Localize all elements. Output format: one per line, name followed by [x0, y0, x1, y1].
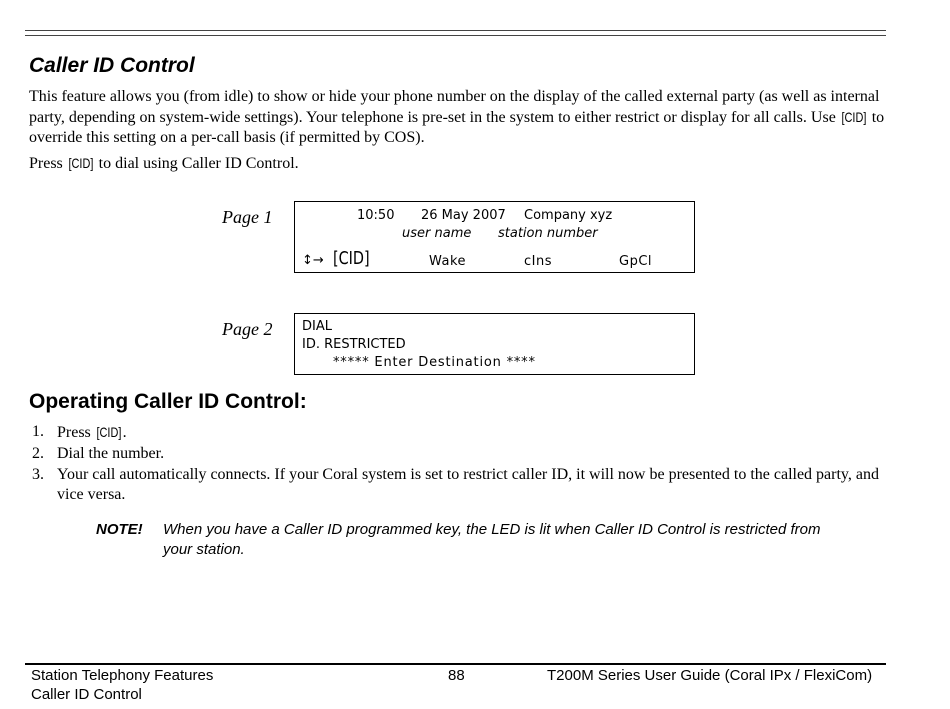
intro-text-after-key: to override this setting on a per-call basis (if permitted by COS).: [29, 109, 885, 146]
lcd-time: 10:50: [357, 208, 395, 223]
cid-key-label: [CID]: [841, 109, 867, 125]
lcd-cid-softkey: [CID]: [333, 248, 370, 269]
lcd-date: 26 May 2007: [421, 208, 506, 223]
softkey-wake: Wake: [429, 254, 467, 269]
step-text-before-key: Press: [57, 424, 95, 441]
page-2-label: Page 2: [222, 319, 273, 339]
list-item: [30, 444, 890, 464]
page-1-label: Page 1: [222, 207, 273, 227]
intro-text-before-key: This feature allows you (from idle) to show or hide your phone number on the display of the called external party (as well as internal party, depending on system-wide settings). Your telephone is pre-set in the system to either restrict or display for all calls. Use: [29, 88, 880, 126]
footer-chapter: Station Telephony Features: [31, 667, 214, 684]
lcd-station-number: station number: [498, 226, 598, 241]
step-text: Your call automatically connects. If your Coral system is set to restrict caller ID, it will now be presented to the called party, and vice versa.: [57, 466, 879, 503]
lcd-restricted-line: ID. RESTRICTED: [302, 337, 406, 352]
step-text-after-key: .: [122, 424, 127, 441]
section-heading: Operating Caller ID Control:: [29, 390, 307, 413]
footer-rule: [25, 663, 886, 665]
lcd-display-page-2: [294, 313, 695, 375]
footer-guide-title: T200M Series User Guide (Coral IPx / FlexiCom): [547, 667, 873, 684]
softkey-cins: cIns: [524, 254, 552, 269]
list-item: [30, 465, 890, 505]
press-text-after-key: to dial using Caller ID Control.: [94, 155, 299, 172]
note-label: NOTE!: [96, 521, 143, 538]
lcd-dial-line: DIAL: [302, 319, 332, 334]
steps-list: [30, 422, 890, 506]
note-text: When you have a Caller ID programmed key, the LED is lit when Caller ID Control is restricted from your station.: [163, 521, 821, 558]
page-title: Caller ID Control: [29, 54, 195, 77]
scroll-arrows-icon: ↕→: [302, 253, 324, 268]
lcd-display-page-1: [294, 201, 695, 273]
footer-section: Caller ID Control: [31, 686, 142, 703]
cid-key-label: [CID]: [96, 424, 122, 440]
step-number: 1.: [32, 423, 44, 440]
intro-paragraph: [29, 87, 899, 148]
list-item: [30, 422, 890, 443]
footer-page-number: 88: [448, 667, 465, 684]
press-text-before-key: Press: [29, 155, 67, 172]
softkey-gpcl: GpCl: [619, 254, 653, 269]
lcd-enter-destination-line: ***** Enter Destination ****: [333, 355, 536, 370]
cid-key-label: [CID]: [68, 155, 94, 171]
step-number: 2.: [32, 445, 44, 462]
header-rule-upper: [25, 30, 886, 31]
header-rule-lower: [25, 35, 886, 36]
press-paragraph: [29, 153, 899, 174]
lcd-company: Company xyz: [524, 208, 613, 223]
step-number: 3.: [32, 466, 44, 483]
lcd-user-name: user name: [402, 226, 472, 241]
step-text: Dial the number.: [57, 445, 165, 462]
